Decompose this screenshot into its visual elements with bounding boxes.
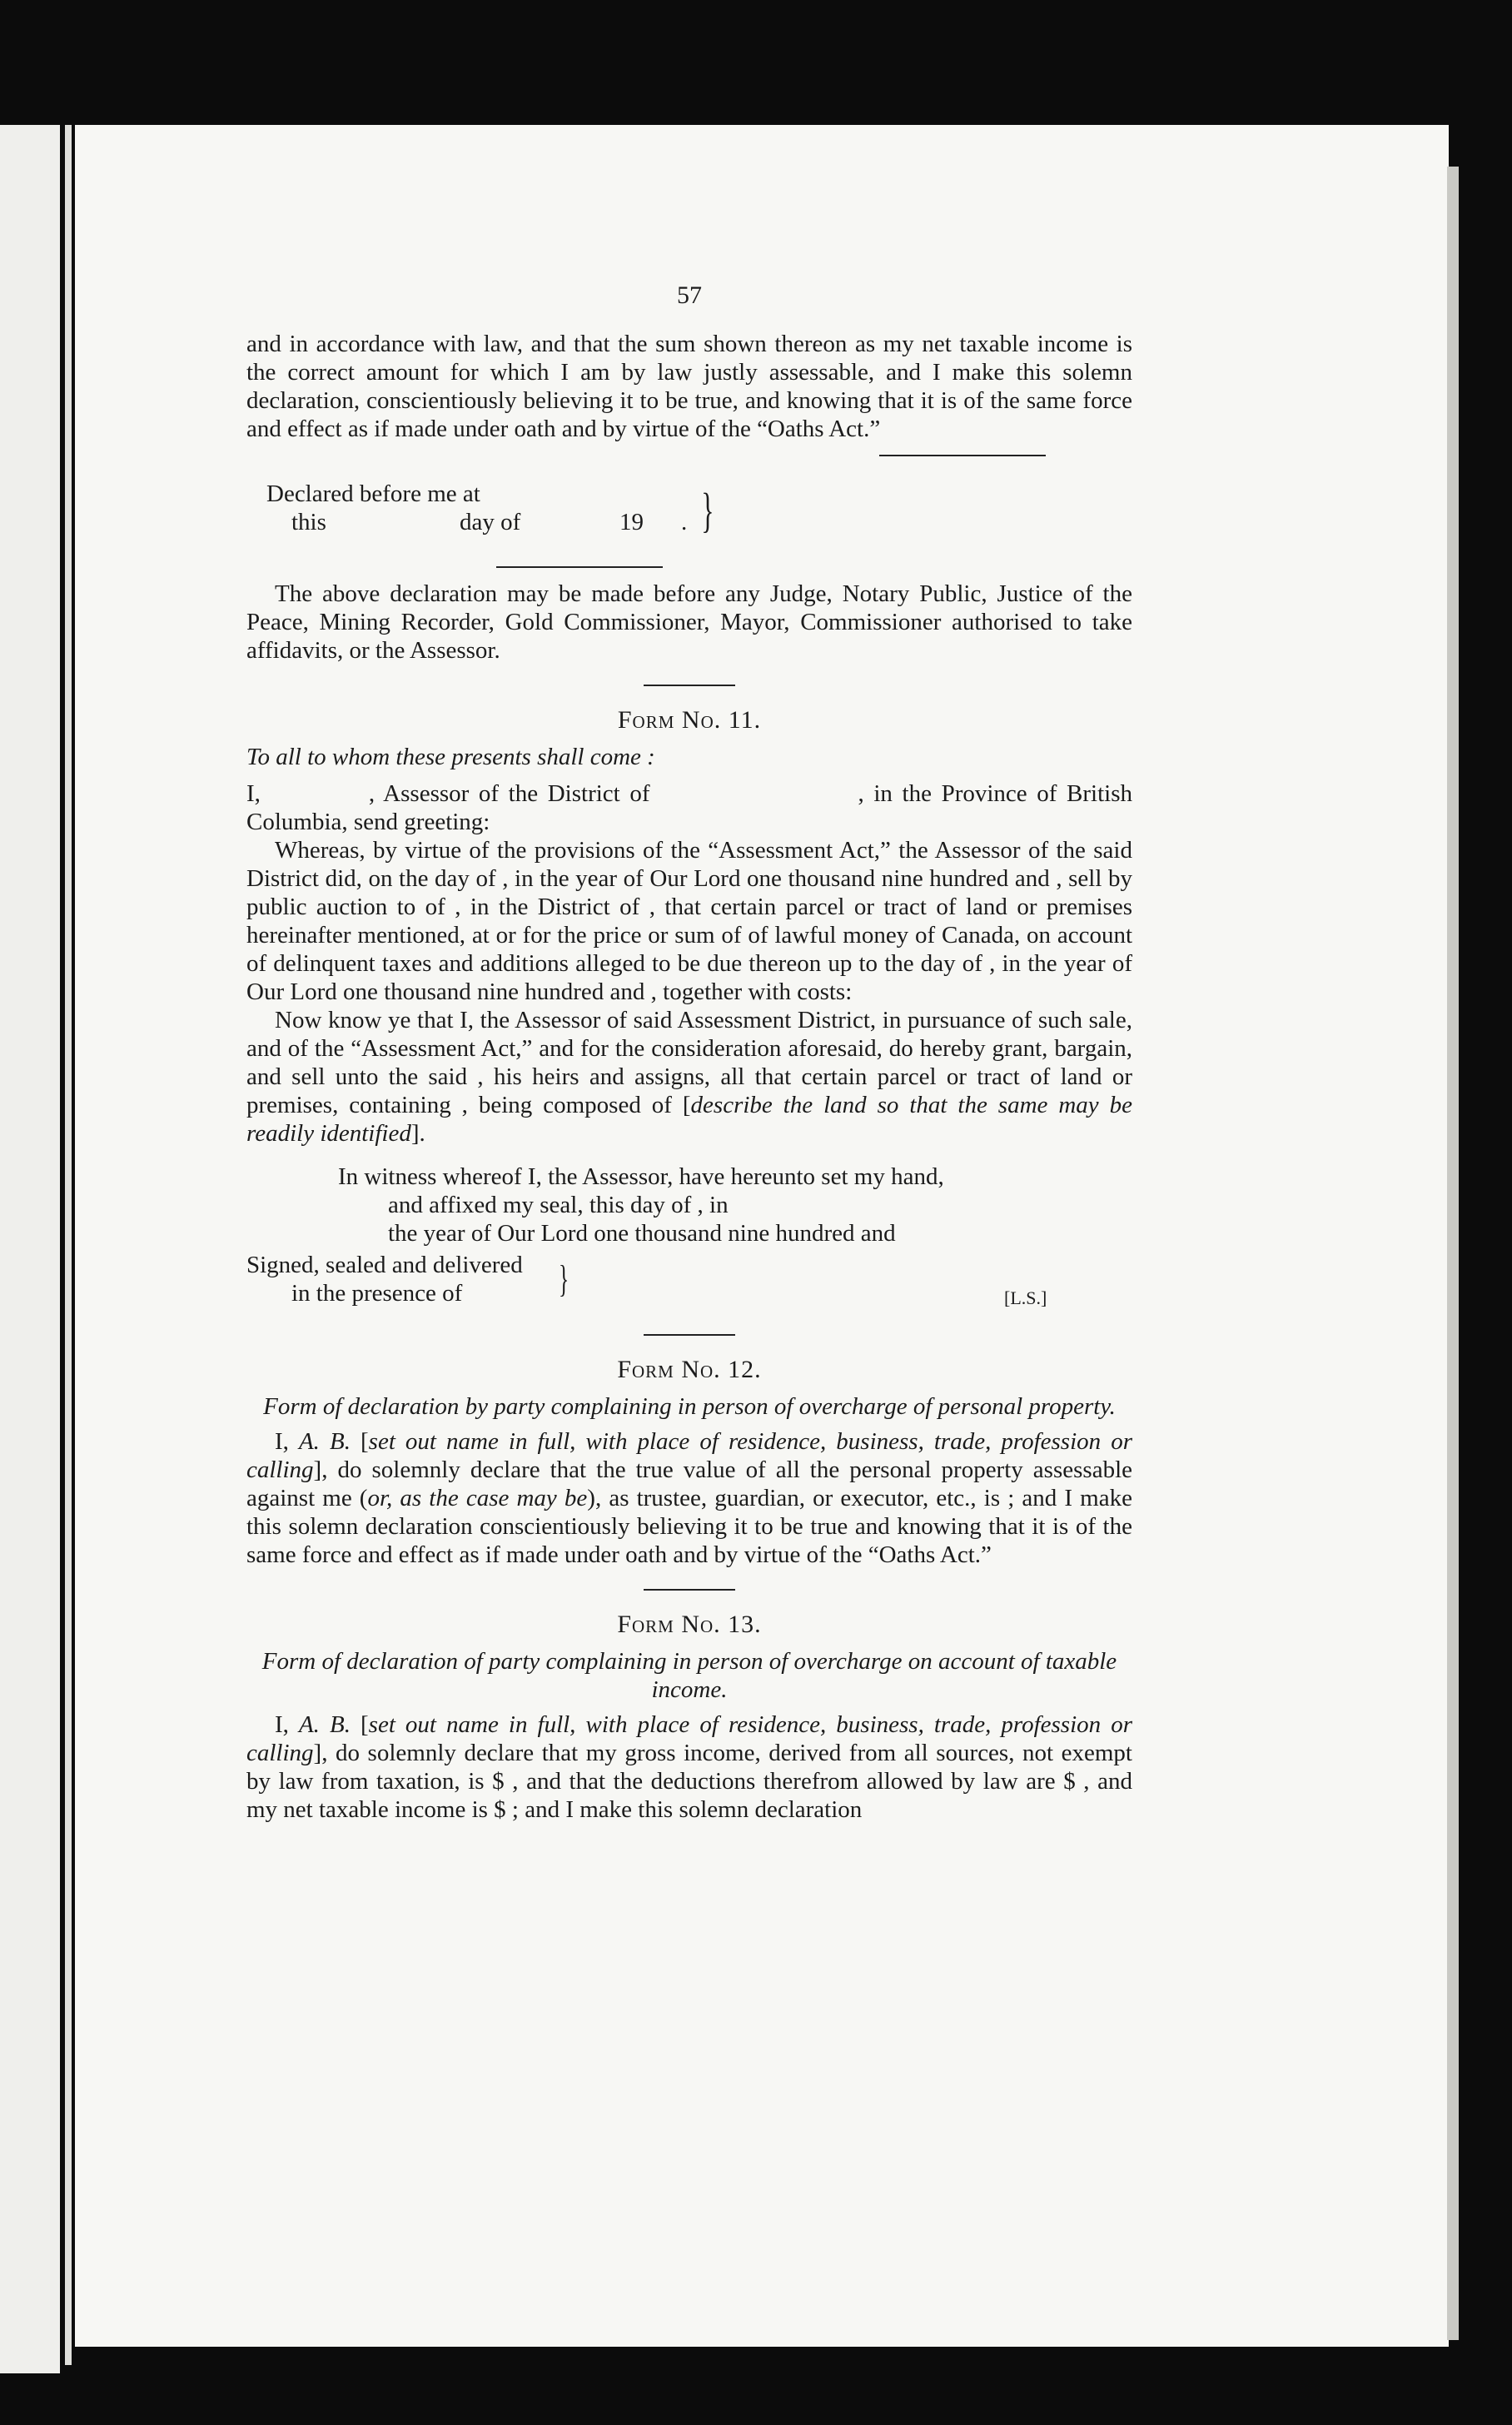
form-12-subtitle: Form of declaration by party complaining in person of overcharge of personal property.: [263, 1393, 1116, 1420]
form-11-salutation: [246, 743, 1132, 771]
signed-sealed-text: Signed, sealed and delivered: [246, 1252, 523, 1278]
signature-line: [879, 455, 1046, 456]
declared-line: Declared before me at: [266, 481, 480, 507]
signed-sealed-block: [246, 1251, 1132, 1314]
page-number: 57: [677, 281, 702, 309]
brace-icon: }: [558, 1257, 569, 1300]
describe-land-text: describe the land so that the same may be readily identified: [246, 1092, 1132, 1147]
form-11-greeting: [246, 779, 1132, 836]
now-know-end: ].: [410, 1120, 425, 1147]
page-content: [246, 281, 1132, 1824]
greeting-assessor: , Assessor of the District of: [368, 780, 650, 807]
form-13-body: [246, 1710, 1132, 1824]
declared-day-of: day of: [460, 509, 521, 535]
witness-line-2: and affixed my seal, this day of , in: [388, 1192, 729, 1218]
text: [: [350, 1711, 369, 1738]
continuation-paragraph: and in accordance with law, and that the sum shown thereon as my net taxable income is the correct amount for which I am by law justly assessable, and I make this solemn declaration, conscientiously believing it to be true, and knowing that it is of the same force and effect as if made under oath and by virtue of the “Oaths Act.”: [246, 331, 1132, 442]
presence-text: in the presence of: [291, 1280, 463, 1307]
text: I,: [275, 1711, 299, 1738]
declaration-note: The above declaration may be made before any Judge, Notary Public, Justice of the Peace, Mining Recorder, Gold Commissioner, Mayor, Commissioner authorised to take affidavits, or the Assessor.: [246, 580, 1132, 664]
declared-this: this: [291, 509, 326, 535]
previous-page-edge: [0, 125, 60, 2373]
form-12-body: [246, 1427, 1132, 1569]
form-11-title: Form No. 11.: [617, 706, 762, 734]
greeting-i: I,: [246, 780, 261, 807]
form-13-title: Form No. 13.: [617, 1611, 762, 1638]
declared-year: 19: [619, 509, 644, 535]
now-know-text: Now know ye that I, the Assessor of said Assessment District, in pursuance of such sale, and of the “Assessment Act,” and for the consideration aforesaid, do hereby grant, bargain, and sell unto the said , his heirs and assigns, all that certain parcel or tract of land or premises, containing , being composed of [: [246, 1007, 1132, 1118]
italic-text: set out name in full, with place of residence, business, trade, profession or calling: [246, 1711, 1132, 1766]
witness-line-3: the year of Our Lord one thousand nine hundred and: [388, 1220, 896, 1247]
form-12-title: Form No. 12.: [617, 1356, 762, 1383]
salutation-text: To all to whom these presents shall come :: [246, 744, 655, 770]
text: I,: [275, 1428, 299, 1455]
italic-text: or, as the case may be: [367, 1485, 588, 1511]
text: [: [350, 1428, 369, 1455]
declared-before-block: [246, 480, 1132, 563]
form-11-now-know: [246, 1006, 1132, 1148]
witness-line-1: In witness whereof I, the Assessor, have hereunto set my hand,: [338, 1163, 944, 1190]
previous-page-shadow: [65, 125, 72, 2365]
brace-icon: }: [701, 483, 714, 537]
greeting-province: , in the Province of British Columbia, send greeting:: [246, 780, 1133, 835]
form-13-subtitle: Form of declaration of party complaining in person of overcharge on account of taxable income.: [261, 1648, 1117, 1703]
text: ), as trustee, guardian, or executor, etc., is ; and I make this solemn declaration conscientiously believing it to be true and knowing that it is of the same force and effect as if made under oath and by virtue of the “Oaths Act.”: [246, 1485, 1132, 1568]
witness-block: [338, 1163, 1132, 1247]
text: ], do solemnly declare that my gross income, derived from all sources, not exempt by law from taxation, is $ , and that the deductions therefrom allowed by law are $ , and my net taxable income is $ ; and I make this solemn declaration: [246, 1740, 1132, 1823]
ab-text: A. B.: [298, 1711, 351, 1738]
section-divider: [644, 1589, 735, 1591]
declared-dot: .: [681, 509, 688, 535]
divider: [496, 566, 663, 568]
section-divider: [644, 1334, 735, 1336]
ab-text: A. B.: [298, 1428, 351, 1455]
text: ], do solemnly declare that the true value of all the personal property assessable against me (: [246, 1456, 1132, 1511]
italic-text: set out name in full, with place of residence, business, trade, profession or calling: [246, 1428, 1132, 1483]
seal-mark: [L.S.]: [1004, 1287, 1047, 1308]
page-edge-shadow: [1447, 167, 1459, 2340]
form-11-whereas: Whereas, by virtue of the provisions of the “Assessment Act,” the Assessor of the said District did, on the day of , in the year of Our Lord one thousand nine hundred and , sell by public auction to of , in the District of , that certain parcel or tract of land or premises hereinafter mentioned, at or for the price or sum of of lawful money of Canada, on account of delinquent taxes and additions alleged to be due thereon up to the day of , in the year of Our Lord one thousand nine hundred and , together with costs:: [246, 837, 1132, 1005]
section-divider: [644, 685, 735, 686]
